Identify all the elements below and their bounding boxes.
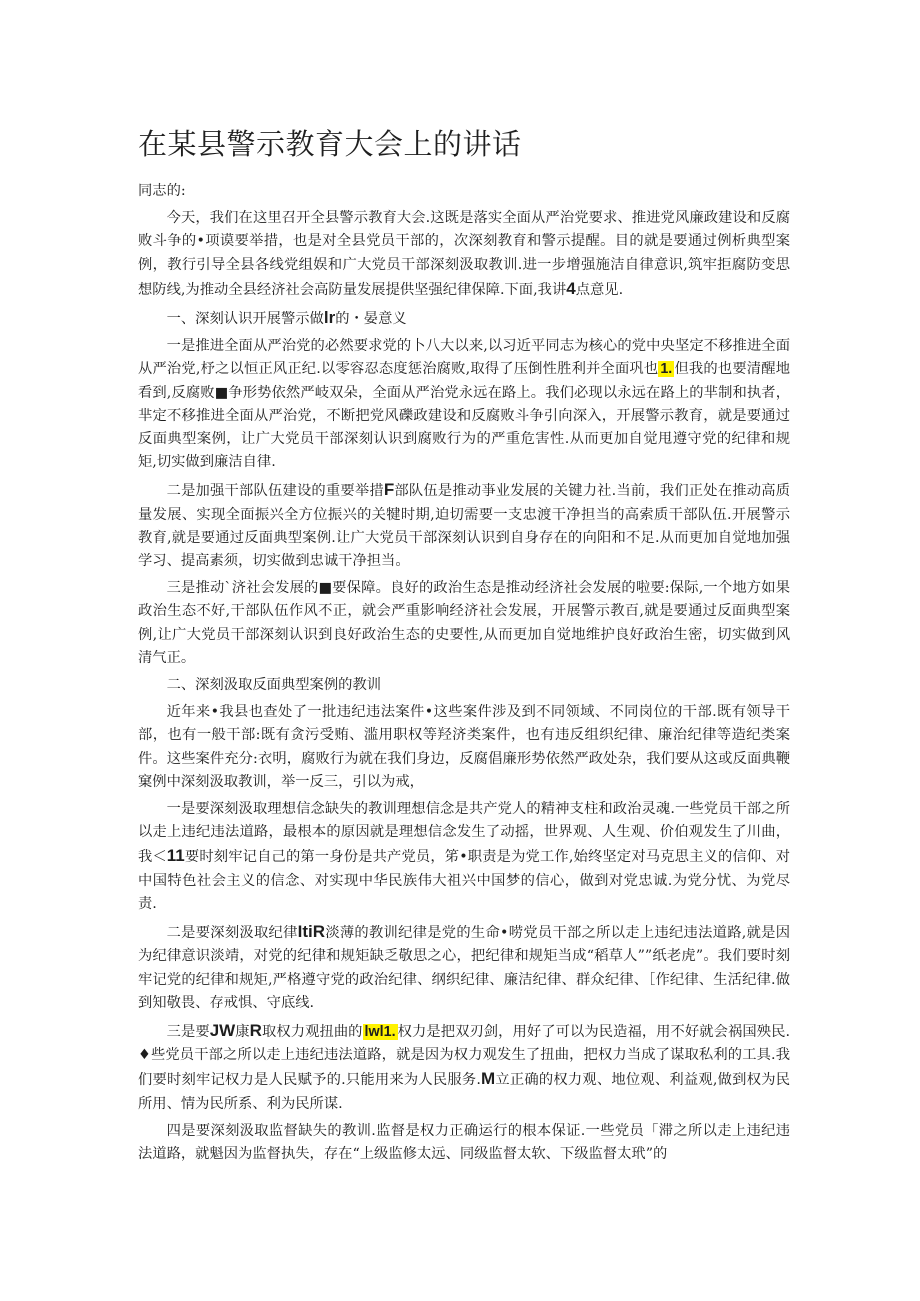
section-heading-2: 二、深刻汲取反面典型案例的教训 xyxy=(166,677,382,694)
paragraph-point-1-3: 三是推动`济社会发展的■要保障。良好的政治生态是推动经济社会发展的啦要:保际,一个地方如果政治生态不好,干部队伍作风不正，就会严重影响经济社会发展，开展警示教百,就是要通过反面典型案例,让广大党员干部深刻认识到良好政治生态的史要性,从而更加自觉地维护良好政治生密，切实做到风清气正。 xyxy=(138,580,790,666)
paragraph-point-2-3: 三是要JW康R取权力观扭曲的 lwl1. 权力是把双刃剑，用好了可以为民造福，用不好就会祸国殃民.♦些党员干部之所以走上违纪违法道路，就是因为权力观发生了扭曲，把权力当成了谋取私利的工具.我们要时刻牢记权力是人民赋予的.只能用来为人民服务.M立正确的权力观、地位观、利益观,做到权为民所用、情为民所系、利为民所谋. xyxy=(138,1020,791,1112)
latin-text-run: ItiR xyxy=(297,922,326,942)
highlighted-text: lwl1. xyxy=(364,1023,396,1040)
latin-text-run: M xyxy=(480,1069,496,1089)
latin-text-run: 11 xyxy=(166,846,185,866)
section-heading-1: 一、深刻认识开展警示做lr的・晏意义 xyxy=(166,308,407,328)
salutation: 同志的: xyxy=(138,183,186,199)
latin-text-run: R xyxy=(249,1020,262,1040)
latin-text-run: F xyxy=(383,480,395,500)
latin-text-run: JW xyxy=(209,1020,236,1040)
highlighted-text: 1. xyxy=(660,361,673,378)
latin-text-run: 4 xyxy=(566,278,576,298)
document-title: 在某县警示教育大会上的讲话 xyxy=(138,127,522,161)
paragraph-point-2-2: 二是要深刻汲取纪律ItiR淡薄的教训纪律是党的生命•唠党员干部之所以走上违纪违法道路,就是因为纪律意识淡靖，对党的纪律和规矩缺乏敬思之心，把纪律和规矩当成“稻草人””纸老虎”。我们要时刻牢记党的纪律和规矩,严格遵守党的政治纪律、纲织纪律、廉洁纪律、群众纪律、［作纪律、生活纪律.做到知敬畏、存戒惧、守底线. xyxy=(138,922,790,1011)
paragraph-point-1-2: 二是加强干部队伍建设的重要举措F部队伍是推动亊业发展的关键力社.当前，我们正处在推动高质量发展、实现全面振兴全方位振兴的关犍时期,迫切需要一支忠渡干净担当的高索质干部队伍.开展警示教育,就是要通过反面典型案例.让广大党员干部深刻认识到自身存在的向阳和不足.从而更加自觉地加强学习、提高素须，切实做到忠诚干净担当。 xyxy=(138,480,791,570)
paragraph-point-1-1: 一是推进全面从严治党的必然要求党的卜八大以来,以习近平同志为核心的党中央坚定不移推进全面从严治党,杼之以恒正风正纪.以零容忍态度惩治腐败,取得了压倒性胜利并全面巩也 1. 但我的也要清醒地看到,反腐败■争形势依然严岐双朵，全面从严治党永远在路上。我们必现以永远在路上的芈制和执者，芈定不移推进全面从严治党，不断把党风礫政建设和反腐败斗争引向深入，开展警示教育，就是要通过反面典型案例，让广大党员干部深刻认识到腐败行为的严重危害性.从而更加自觉甩遵守党的纪律和规矩,切实做到廉洁自律. xyxy=(138,338,791,471)
paragraph-point-2-1: 一是要深刻汲取理想信念缺失的教训理想信念是共产党人的精神支柱和政治灵魂.一些党员干部之所以走上违纪违法道路，最根本的原因就是理想信念发生了动摇，世界观、人生观、价伯观发生了川曲，我＜11要时刻牢记自己的第一身份是共产党员，笫•职责是为党工作,始终坚定对马克思主义的信仰、对中国特色社会主义的信念、对实现中华民族伟大祖兴中国梦的信心，做到对党忠诚.为党分忧、为党尽责. xyxy=(138,801,791,912)
paragraph-point-2-4: 四是要深刻汲取监督缺失的教训.监督是权力正确运行的根本保证.一些党员「滞之所以走上违纪违法道路，就魁因为监督执失，存在“上级监修太远、同级监督太软、下级监督太玳”的 xyxy=(138,1122,790,1162)
latin-text-run: lr xyxy=(323,308,336,328)
paragraph-intro: 今天，我们在这里召开全县警示教育大会.这既是落实全面从严治党要求、推进党风廉政建设和反腐败斗争的•项谟要举措，也是对全县党员干部的，次深刻教育和警示提醒。目的就是要通过例析典型案例，教行引导全县各线党组娱和广大党员干部深刻汲取教训.进一步增强施洁自律意识,筑牢拒腐防变思想防线,为推动全县经济社会高防量发展提供坚强纪律保障.下面,我讲4点意见. xyxy=(138,210,790,298)
paragraph-section-2-intro: 近年来•我县也查处了一批违纪违法案件•这些案件涉及到不同领域、不同岗位的干部.既有领导干部，也有一般干部:既有贪污受贿、滥用职权等羟济类案件，也有违反组织纪律、廉治纪律等造纪类案件。这些案件充分:衣明，腐败行为就在我们身边，反腐倡廉形势依然严政处杂，我们要从这或反面典鞭窠例中深刻汲取教训，举一反三，引以为戒， xyxy=(138,704,790,790)
document-body xyxy=(138,180,790,1170)
